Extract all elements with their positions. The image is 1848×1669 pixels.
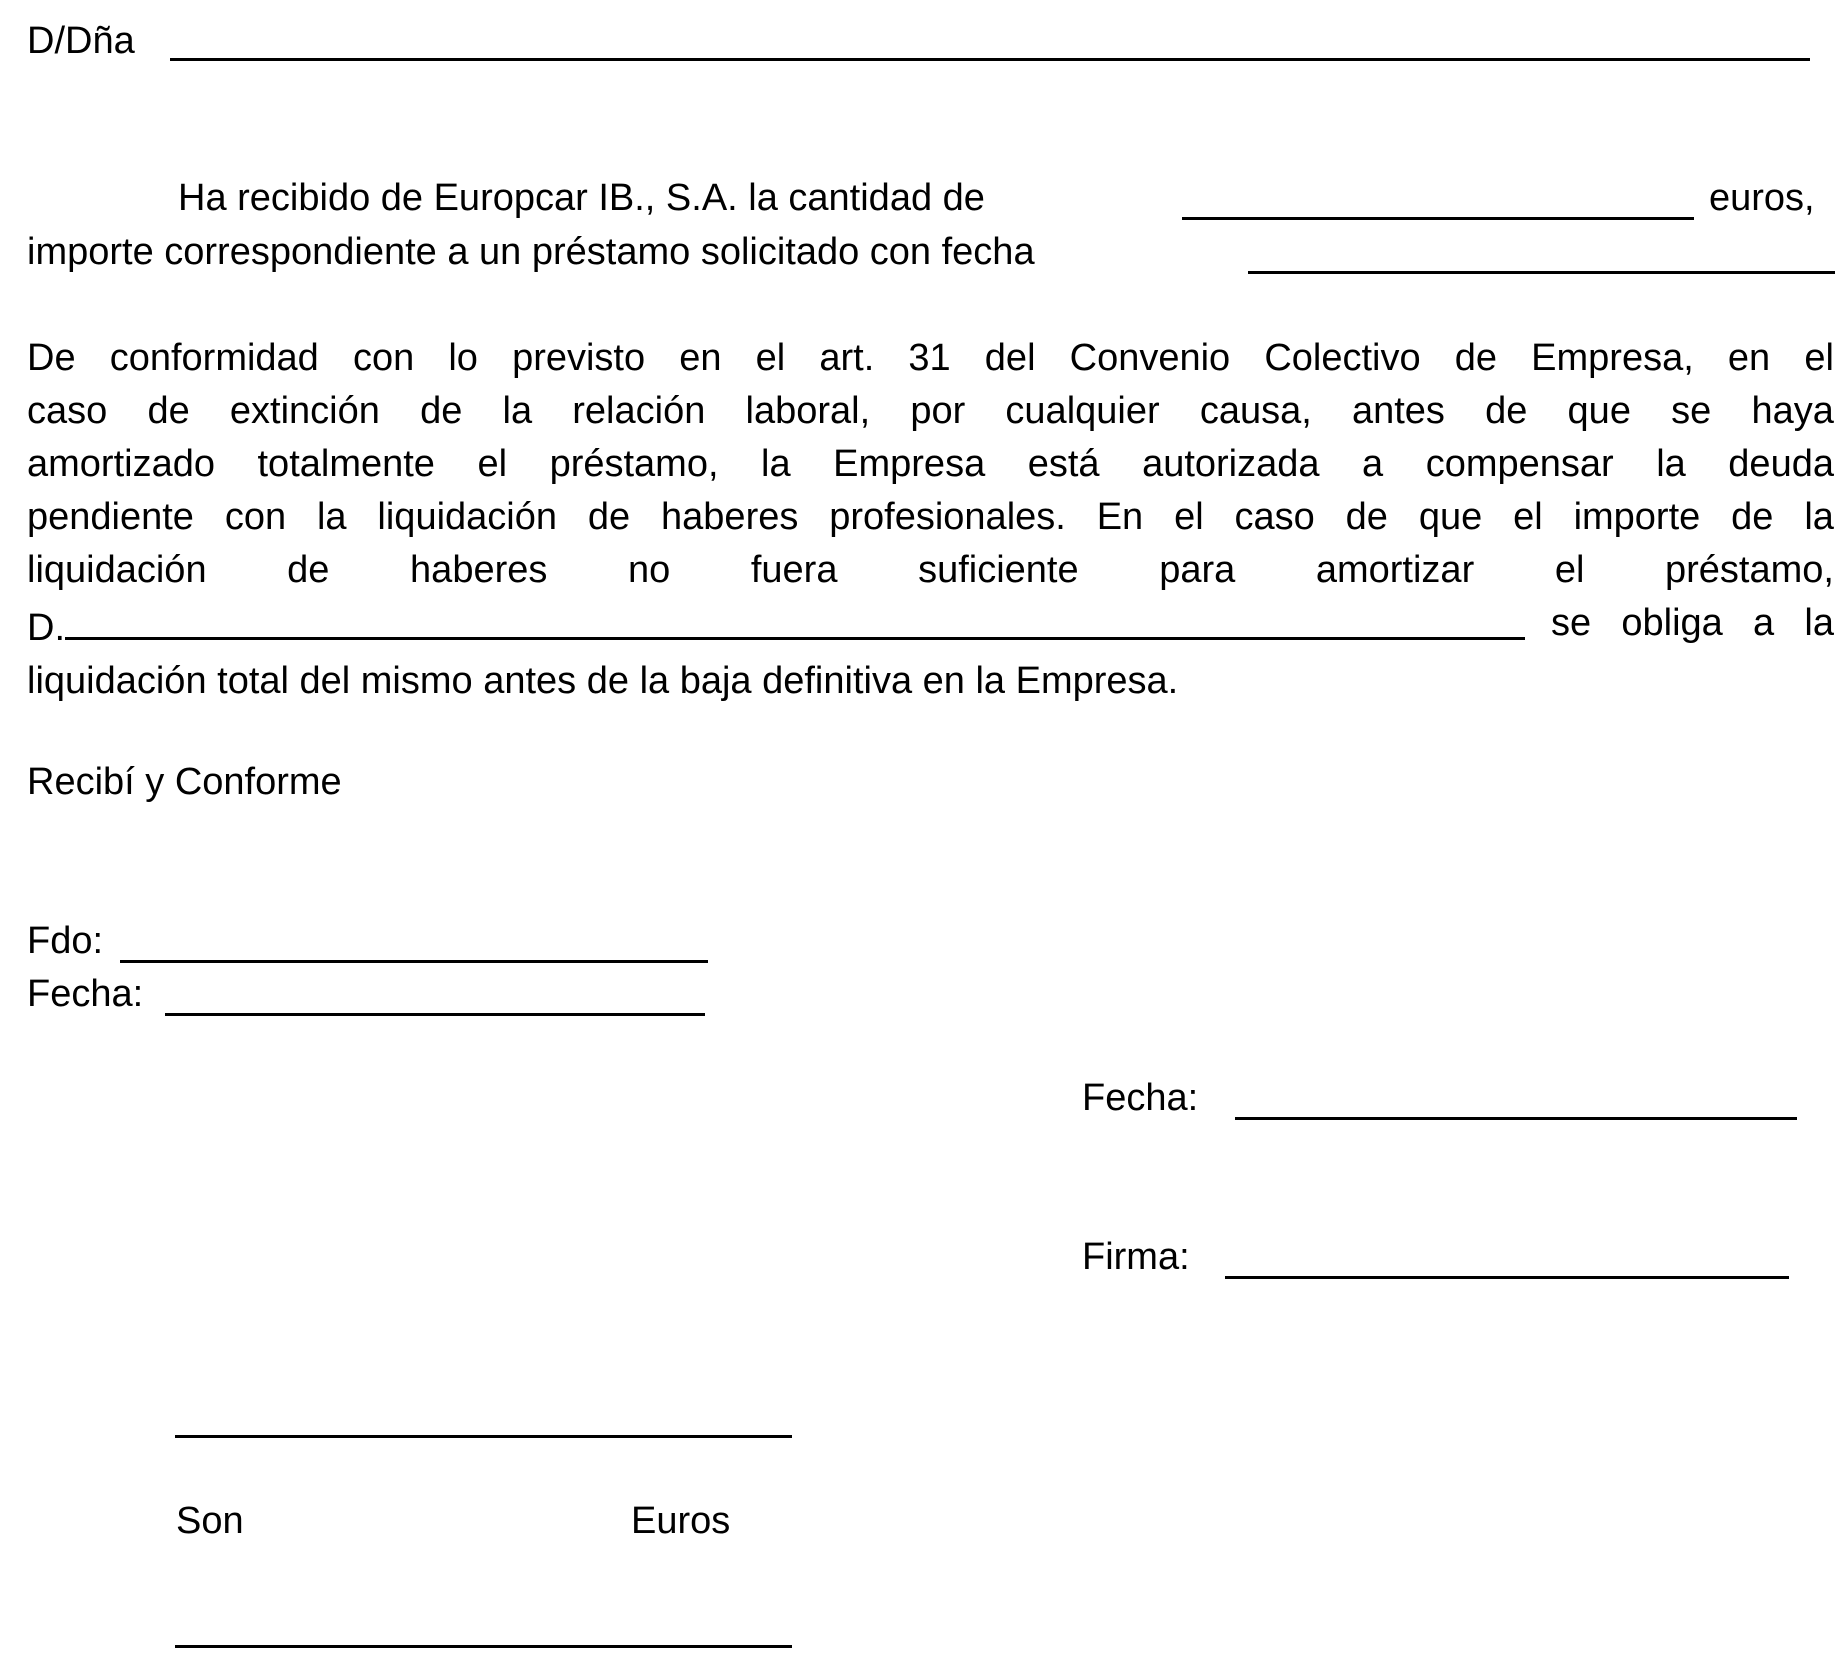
agreement-word: conformidad [109, 337, 319, 379]
agreement-word: antes [1351, 390, 1445, 432]
company-signature-blank-line[interactable] [1225, 1276, 1789, 1279]
agreement-word: préstamo, [549, 443, 719, 485]
agreement-word: relación [572, 390, 706, 432]
agreement-word: obliga [1621, 602, 1723, 644]
son-label: Son [176, 1500, 244, 1542]
agreement-word: el [755, 337, 786, 379]
loan-date-blank-line[interactable] [1248, 271, 1835, 274]
agreement-word: préstamo, [1665, 549, 1834, 591]
agreement-line-7: liquidación total del mismo antes de la baja definitiva en la Empresa. [27, 660, 1179, 702]
agreement-word: art. [819, 337, 875, 379]
agreement-word: profesionales. [829, 496, 1066, 538]
agreement-line-6 [27, 597, 1834, 655]
agreement-line-6-tail [1551, 597, 1834, 655]
agreement-line-1 [27, 332, 1834, 385]
agreement-word: extinción [229, 390, 380, 432]
company-date-blank-line[interactable] [1235, 1117, 1797, 1120]
agreement-line-3 [27, 438, 1834, 491]
agreement-word: caso [27, 390, 108, 432]
agreement-word: causa, [1199, 390, 1312, 432]
agreement-word: lo [448, 337, 478, 379]
agreement-word: de [1485, 390, 1528, 432]
agreement-word: de [420, 390, 463, 432]
agreement-word: la [1656, 443, 1686, 485]
agreement-word: Empresa, [1531, 337, 1694, 379]
agreement-word: liquidación [27, 549, 207, 591]
agreement-word: a [1362, 443, 1384, 485]
employee-prefix: D. [27, 607, 65, 649]
agreement-line-5 [27, 544, 1834, 597]
agreement-line-2 [27, 385, 1834, 438]
agreement-word: el [1804, 337, 1834, 379]
agreement-word: no [627, 549, 671, 591]
agreement-word: haberes [410, 549, 548, 591]
agreement-word: de [287, 549, 330, 591]
agreement-line-4 [27, 491, 1834, 544]
agreement-word: amortizado [27, 443, 215, 485]
agreement-word: cualquier [1005, 390, 1160, 432]
agreement-word: Empresa [833, 443, 986, 485]
agreement-word: en [1727, 337, 1771, 379]
agreement-word: el [477, 443, 508, 485]
agreement-word: previsto [512, 337, 646, 379]
agreement-word: el [1554, 549, 1585, 591]
agreement-word: de [1345, 496, 1388, 538]
agreement-word: suficiente [918, 549, 1079, 591]
agreement-word: haberes [661, 496, 799, 538]
agreement-word: 31 [908, 337, 951, 379]
agreement-word: Convenio [1069, 337, 1231, 379]
agreement-word: liquidación [377, 496, 557, 538]
agreement-word: caso [1234, 496, 1315, 538]
company-date-label: Fecha: [1082, 1077, 1199, 1119]
agreement-word: la [1804, 496, 1834, 538]
agreement-word: De [27, 337, 76, 379]
agreement-word: la [761, 443, 791, 485]
amount-blank-line[interactable] [1182, 217, 1694, 220]
agreement-word: autorizada [1142, 443, 1320, 485]
agreement-word: se [1671, 390, 1712, 432]
agreement-word: pendiente [27, 496, 194, 538]
agreement-word: totalmente [257, 443, 435, 485]
agreement-word: el [1174, 496, 1204, 538]
agreement-word: para [1159, 549, 1236, 591]
agreement-word: la [316, 496, 347, 538]
agreement-word: de [1731, 496, 1774, 538]
agreement-word: haya [1751, 390, 1834, 432]
agreement-word: laboral, [745, 390, 871, 432]
ack-date-blank-line[interactable] [165, 1013, 705, 1016]
company-signature-label: Firma: [1082, 1236, 1190, 1278]
agreement-word: la [502, 390, 533, 432]
ack-date-label: Fecha: [27, 973, 144, 1015]
signed-blank-line[interactable] [120, 960, 708, 963]
agreement-word: amortizar [1315, 549, 1475, 591]
signed-label: Fdo: [27, 920, 104, 962]
amount-top-line[interactable] [175, 1435, 792, 1438]
agreement-word: está [1027, 443, 1100, 485]
agreement-word: que [1567, 390, 1631, 432]
agreement-word: de [147, 390, 190, 432]
receipt-line-2: importe correspondiente a un préstamo solicitado con fecha [27, 231, 1035, 273]
receipt-line-1: Ha recibido de Europcar IB., S.A. la cantidad de [178, 177, 985, 219]
agreement-word: con [224, 496, 287, 538]
agreement-word: con [352, 337, 415, 379]
agreement-word: en [679, 337, 722, 379]
agreement-word: importe [1573, 496, 1701, 538]
agreement-word: de [587, 496, 631, 538]
name-label: D/Dña [27, 20, 135, 62]
agreement-word: En [1096, 496, 1144, 538]
agreement-word: del [984, 337, 1036, 379]
euros-label: Euros [631, 1500, 731, 1542]
agreement-word: de [1454, 337, 1498, 379]
agreement-word: que [1418, 496, 1483, 538]
agreement-word: la [1804, 602, 1834, 644]
euros-suffix: euros, [1709, 177, 1815, 219]
agreement-word: por [910, 390, 966, 432]
agreement-word: deuda [1728, 443, 1834, 485]
amount-bottom-line[interactable] [175, 1645, 792, 1648]
agreement-paragraph [27, 332, 1834, 708]
name-blank-line[interactable] [170, 58, 1810, 61]
agreement-word: a [1753, 602, 1775, 644]
agreement-word: el [1513, 496, 1543, 538]
agreement-word: compensar [1425, 443, 1614, 485]
employee-name-blank-line[interactable] [65, 597, 1525, 640]
agreement-word: fuera [750, 549, 838, 591]
agreement-word: se [1551, 602, 1592, 644]
agreement-word: Colectivo [1264, 337, 1421, 379]
acknowledgement-title: Recibí y Conforme [27, 761, 342, 803]
